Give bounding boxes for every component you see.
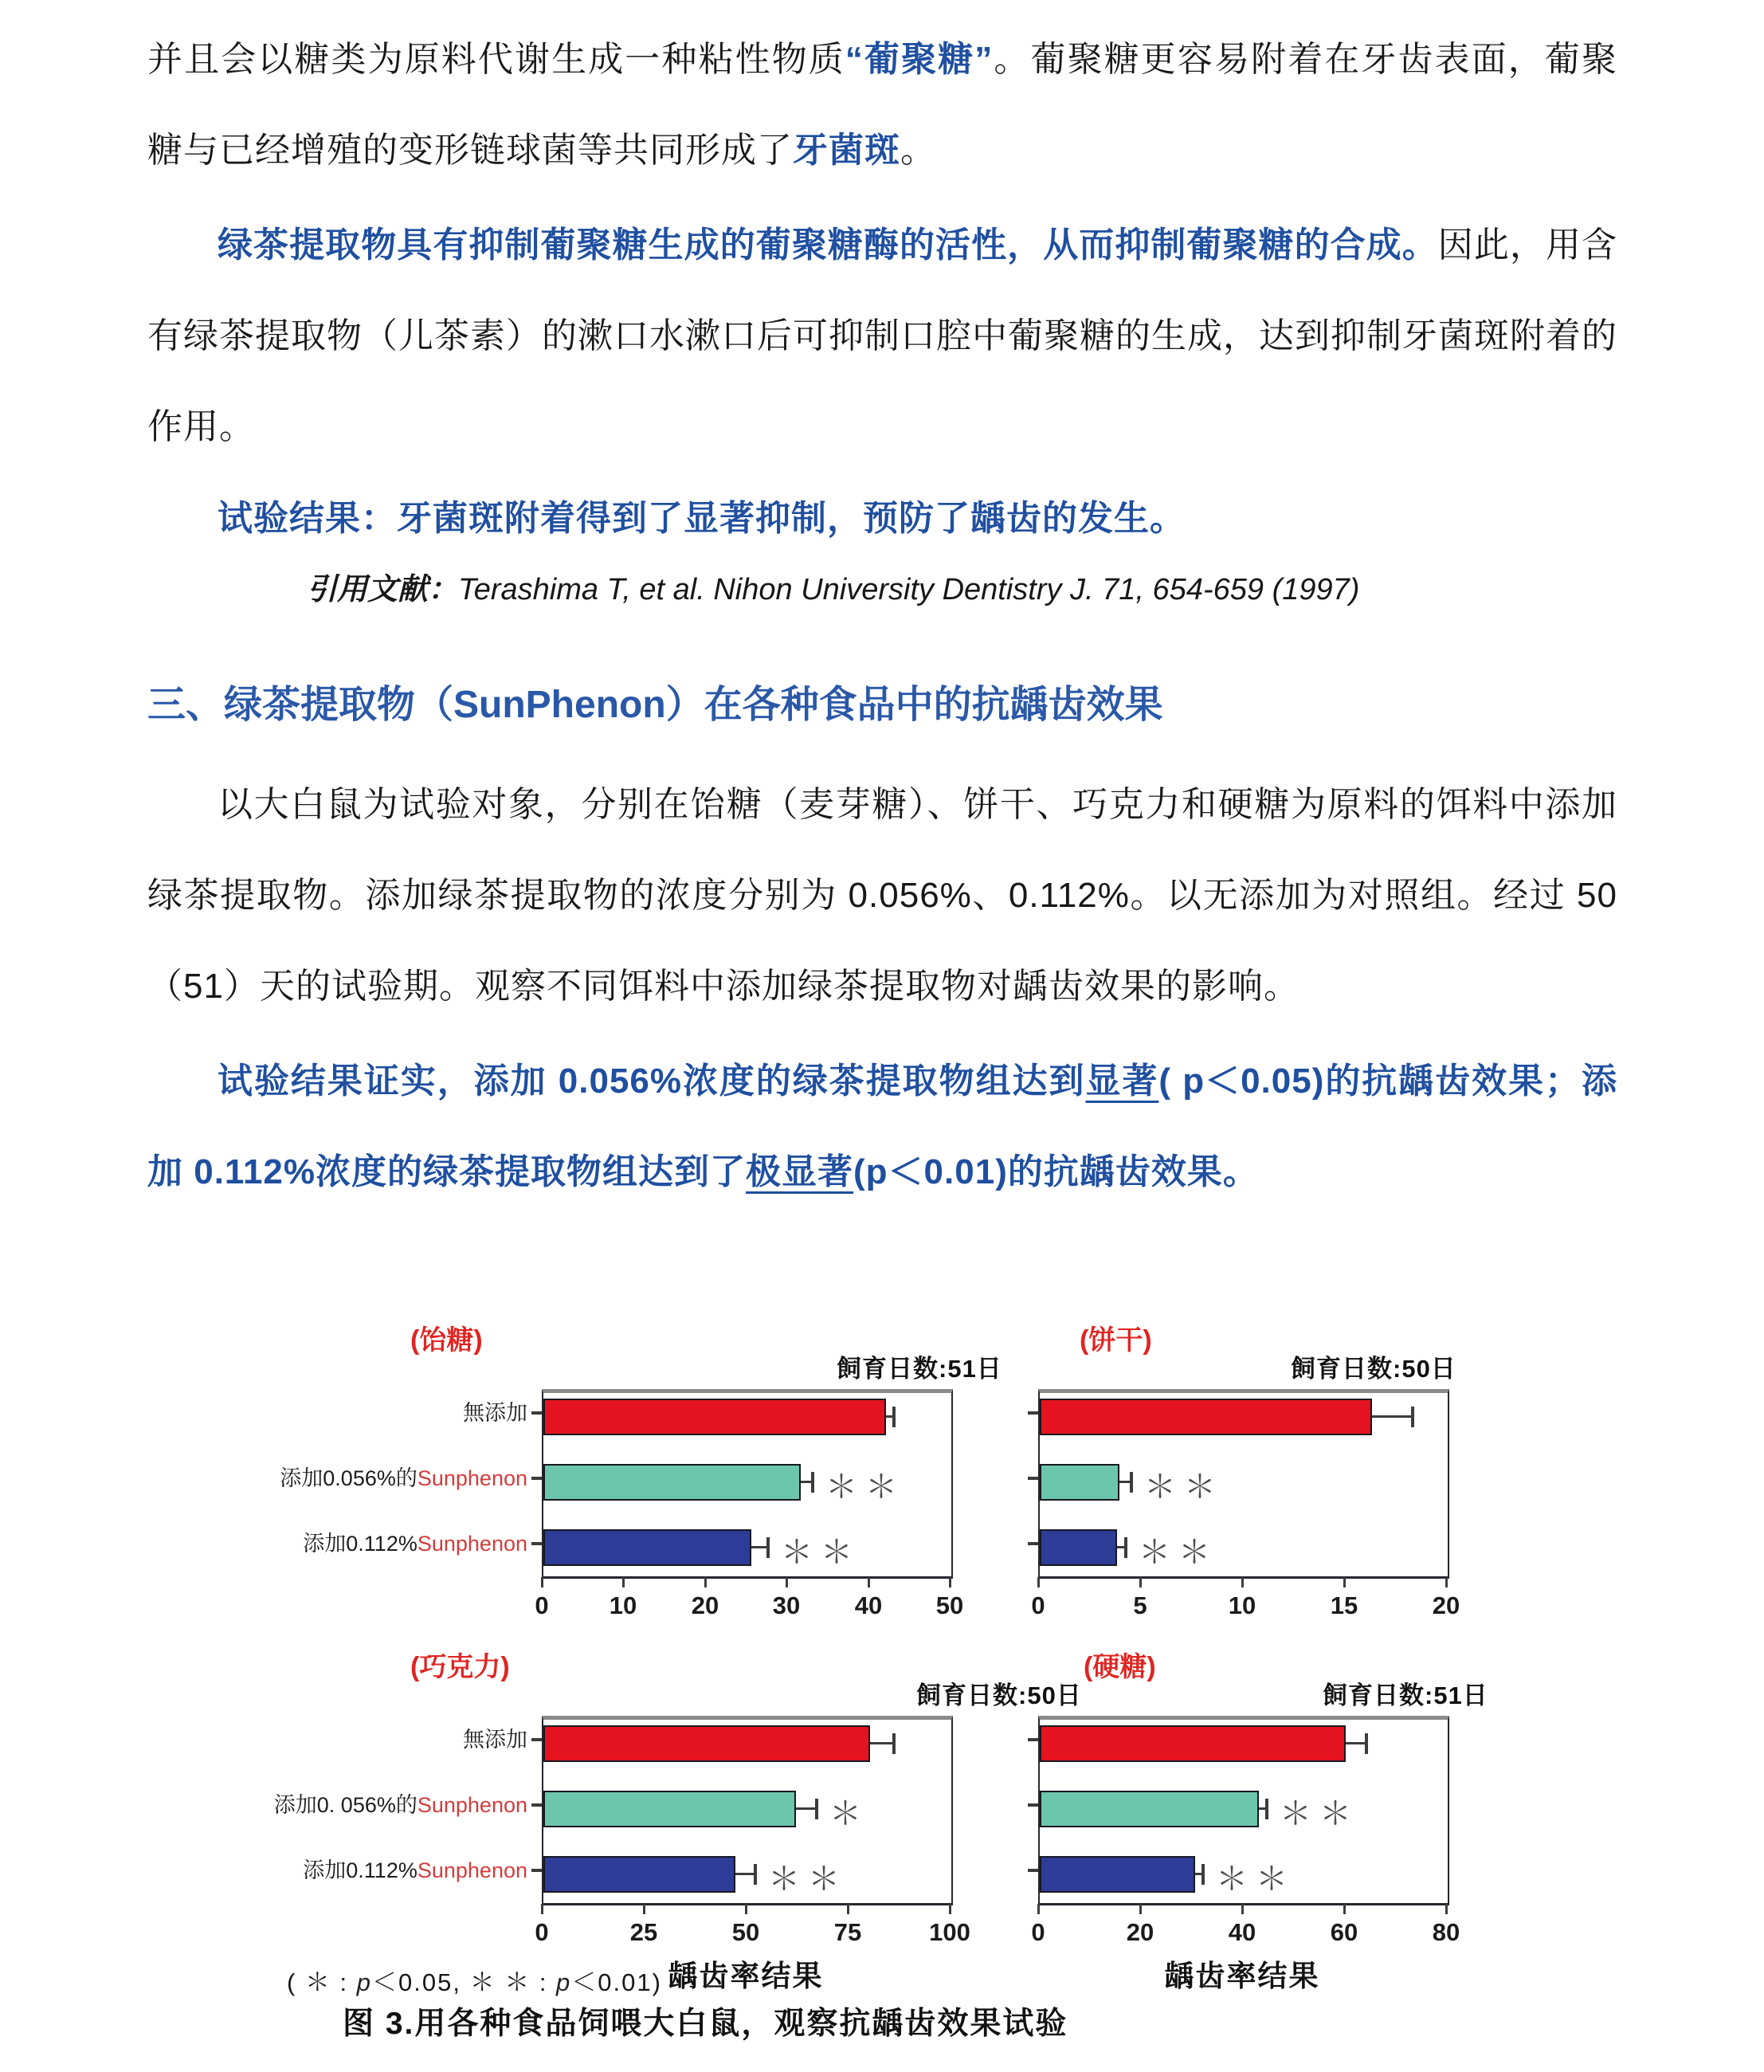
- category-label-text: 添加0.112%: [303, 1532, 417, 1556]
- chart-food-label: (饴糖): [410, 1325, 483, 1356]
- axis-tick: [1028, 1411, 1038, 1415]
- error-bar-cap: [766, 1537, 770, 1558]
- text-segment: ＜0.05, ＊ ＊ :: [372, 1968, 557, 1996]
- x-axis-tick: [949, 1904, 951, 1914]
- x-axis-tick: [1445, 1904, 1448, 1914]
- x-axis-tick-label: 20: [1126, 1918, 1154, 1946]
- paragraph-inhibition: [147, 200, 1617, 473]
- bar: [1040, 1399, 1372, 1435]
- x-axis-tick: [949, 1577, 951, 1587]
- axis-tick: [1028, 1542, 1038, 1545]
- x-axis-tick-label: 10: [609, 1591, 637, 1619]
- text-segment: p: [356, 1968, 373, 1996]
- category-label-brand: Sunphenon: [417, 1532, 527, 1556]
- x-axis-tick-label: 0: [1031, 1591, 1045, 1619]
- error-bar: [751, 1546, 767, 1548]
- x-axis-tick-label: 50: [731, 1918, 760, 1946]
- x-axis-tick-label: 30: [772, 1591, 801, 1619]
- significance-footnote: [287, 1962, 662, 1998]
- category-label: [267, 1789, 527, 1821]
- x-axis-tick-label: 40: [1228, 1918, 1256, 1946]
- text-segment: 显著: [1085, 1062, 1159, 1101]
- x-axis-tick: [643, 1904, 645, 1914]
- category-label: [267, 1397, 527, 1429]
- error-bar: [870, 1742, 895, 1744]
- category-label-text: 添加0.056%的: [280, 1466, 417, 1490]
- text-segment: Terashima T, et al. Nihon University Dentistry J. 71, 654-659 (1997): [458, 573, 1360, 606]
- category-label-text: 添加0.112%: [303, 1858, 417, 1882]
- text-segment: 极显著: [746, 1152, 854, 1191]
- section-heading: 三、绿茶提取物（SunPhenon）在各种食品中的抗龋齿效果: [147, 684, 1163, 726]
- x-axis-title: 龋齿率结果: [1164, 1960, 1320, 1992]
- error-bar-cap: [1365, 1733, 1368, 1754]
- bar: [1040, 1725, 1346, 1762]
- chart-food-label: (饼干): [1080, 1325, 1152, 1356]
- error-bar-cap: [1201, 1864, 1205, 1885]
- x-axis-tick: [541, 1904, 543, 1914]
- text-segment: 并且会以糖类为原料代谢生成一种粘性物质: [147, 40, 845, 79]
- x-axis-tick-label: 0: [535, 1918, 549, 1946]
- error-bar-cap: [892, 1733, 896, 1754]
- chart-binggan: [1010, 1313, 1764, 1676]
- significance-asterisks: ＊＊: [1280, 1796, 1359, 1831]
- x-axis-tick: [1241, 1577, 1244, 1587]
- error-bar: [1346, 1742, 1366, 1744]
- text-segment: 。: [900, 131, 936, 170]
- category-label: [267, 1528, 527, 1560]
- text-segment: ( p＜0.05)的抗龋齿效果；添加 0.112%浓度的绿茶提取物组达到了: [147, 1062, 1618, 1191]
- x-axis-tick: [786, 1577, 788, 1587]
- chart-food-label: (巧克力): [410, 1652, 510, 1682]
- axis-tick: [531, 1411, 542, 1415]
- x-axis-tick-label: 10: [1228, 1591, 1256, 1619]
- text-segment: 以大白鼠为试验对象，分别在饴糖（麦芽糖）、饼干、巧克力和硬糖为原料的饵料中添加绿茶提取物。添加绿茶提取物的浓度分别为 0.056%、0.112%。以无添加为对照组。经过 50（51）天的试验期。观察不同饵料中添加绿茶提取物对龋齿效果的影响。: [147, 785, 1617, 1006]
- x-axis-tick-label: 20: [1432, 1591, 1460, 1619]
- error-bar-cap: [892, 1407, 896, 1427]
- x-axis-tick: [622, 1577, 625, 1587]
- error-bar-cap: [1411, 1407, 1414, 1427]
- x-axis-tick: [1343, 1577, 1346, 1587]
- error-bar-cap: [1265, 1799, 1268, 1819]
- bar: [543, 1399, 886, 1435]
- category-label-text: 添加0. 056%的: [273, 1793, 417, 1817]
- axis-tick: [1028, 1803, 1038, 1807]
- feeding-days-label: 飼育日数:50日: [1291, 1355, 1456, 1383]
- bar: [1040, 1464, 1119, 1501]
- plot-area: [542, 1716, 953, 1905]
- axis-tick: [531, 1477, 542, 1480]
- x-axis-tick-label: 25: [629, 1918, 658, 1946]
- citation-reference: [307, 550, 1661, 630]
- bar: [1040, 1791, 1259, 1827]
- x-axis-tick-label: 0: [535, 1591, 549, 1619]
- x-axis-tick: [541, 1577, 543, 1587]
- x-axis-tick-label: 60: [1330, 1918, 1358, 1946]
- x-axis-tick: [1037, 1904, 1040, 1914]
- text-segment: ( ＊ :: [287, 1968, 357, 1996]
- x-axis-tick: [868, 1577, 870, 1587]
- category-label-text: 無添加: [463, 1728, 527, 1752]
- text-segment: 引用文献：: [307, 573, 459, 606]
- paragraph-experiment-setup: [147, 759, 1617, 1032]
- axis-tick: [531, 1869, 542, 1872]
- x-axis-title: 龋齿率结果: [668, 1960, 824, 1992]
- significance-asterisks: ＊＊: [1144, 1470, 1224, 1505]
- text-segment: “葡聚糖”: [845, 40, 994, 79]
- text-segment: 绿茶提取物具有抑制葡聚糖生成的葡聚糖酶的活性，从而抑制葡聚糖的合成。: [218, 226, 1438, 265]
- x-axis-tick: [1343, 1904, 1346, 1914]
- error-bar-cap: [1130, 1472, 1133, 1493]
- x-axis-tick: [1037, 1577, 1040, 1587]
- bar: [1040, 1529, 1117, 1566]
- bar: [543, 1856, 735, 1893]
- axis-tick: [531, 1738, 542, 1741]
- error-bar-cap: [815, 1799, 818, 1819]
- x-axis-tick-label: 0: [1031, 1918, 1045, 1946]
- category-label: [267, 1462, 527, 1494]
- x-axis-tick: [1241, 1904, 1244, 1914]
- chart-qiaokeli: [267, 1640, 1119, 2003]
- bar: [543, 1791, 796, 1827]
- significance-asterisks: ＊＊: [768, 1862, 848, 1897]
- category-label: [267, 1724, 527, 1756]
- bar: [543, 1464, 801, 1501]
- axis-tick: [531, 1542, 542, 1545]
- x-axis-tick-label: 50: [935, 1591, 964, 1619]
- text-segment: 。葡聚糖更容易附着在牙齿表面，葡聚糖与已经增殖的变形链球菌等共同形成了: [147, 40, 1618, 170]
- x-axis-tick: [847, 1904, 849, 1914]
- text-segment: 试验结果证实，添加 0.056%浓度的绿茶提取物组达到: [218, 1062, 1086, 1101]
- category-label-brand: Sunphenon: [417, 1858, 527, 1882]
- category-label-text: 無添加: [463, 1401, 527, 1425]
- axis-tick: [1028, 1869, 1038, 1872]
- plot-area: [1038, 1716, 1449, 1905]
- axis-tick: [1028, 1738, 1038, 1741]
- x-axis-tick-label: 40: [854, 1591, 883, 1619]
- significance-asterisks: ＊＊: [825, 1470, 905, 1505]
- bar: [543, 1529, 751, 1566]
- error-bar-cap: [1124, 1537, 1127, 1558]
- x-axis-tick: [745, 1904, 747, 1914]
- error-bar: [796, 1807, 817, 1810]
- x-axis-tick-label: 80: [1432, 1918, 1460, 1946]
- bar: [543, 1725, 870, 1762]
- bar: [1040, 1856, 1195, 1893]
- axis-tick: [531, 1803, 542, 1807]
- x-axis-tick-label: 15: [1330, 1591, 1358, 1619]
- chart-food-label: (硬糖): [1084, 1652, 1156, 1682]
- x-axis-tick: [1445, 1577, 1448, 1587]
- chart-yitang: [267, 1313, 1119, 1676]
- paragraph-experiment-conclusion: [147, 1036, 1617, 1218]
- plot-area: [542, 1389, 953, 1579]
- significance-asterisks: ＊＊: [1139, 1535, 1218, 1570]
- text-segment: 牙菌斑: [793, 131, 900, 170]
- error-bar: [1372, 1415, 1413, 1418]
- text-segment: p: [556, 1968, 572, 1996]
- category-label-brand: Sunphenon: [417, 1466, 527, 1490]
- figure-caption: 图 3.用各种食品饲喂大白鼠，观察抗龋齿效果试验: [343, 2007, 1068, 2041]
- feeding-days-label: 飼育日数:50日: [916, 1682, 1082, 1709]
- x-axis-tick: [1139, 1577, 1142, 1587]
- error-bar-cap: [754, 1864, 757, 1885]
- category-label: [267, 1854, 527, 1886]
- x-axis-tick-label: 5: [1133, 1591, 1147, 1619]
- x-axis-tick: [1139, 1904, 1142, 1914]
- error-bar-cap: [811, 1472, 814, 1493]
- significance-asterisks: ＊: [829, 1796, 869, 1831]
- text-segment: 试验结果：牙菌斑附着得到了显著抑制，预防了龋齿的发生。: [218, 499, 1186, 538]
- feeding-days-label: 飼育日数:51日: [1323, 1682, 1488, 1709]
- axis-tick: [1028, 1477, 1038, 1480]
- plot-area: [1038, 1389, 1449, 1579]
- paragraph-dextran: [147, 14, 1617, 196]
- significance-asterisks: ＊＊: [1216, 1862, 1296, 1897]
- text-segment: ＜0.01): [571, 1968, 662, 1996]
- x-axis-tick-label: 20: [691, 1591, 719, 1619]
- x-axis-tick-label: 100: [929, 1918, 970, 1946]
- feeding-days-label: 飼育日数:51日: [837, 1355, 1002, 1383]
- text-segment: (p＜0.01)的抗龋齿效果。: [853, 1152, 1259, 1191]
- significance-asterisks: ＊＊: [781, 1535, 860, 1570]
- x-axis-tick: [704, 1577, 707, 1587]
- chart-yingtang: [1010, 1640, 1764, 2003]
- x-axis-tick-label: 75: [833, 1918, 862, 1946]
- category-label-brand: Sunphenon: [417, 1793, 527, 1817]
- text-segment: 因此，用含有绿茶提取物（儿茶素）的漱口水漱口后可抑制口腔中葡聚糖的生成，达到抑制牙菌斑附着的作用。: [147, 226, 1618, 446]
